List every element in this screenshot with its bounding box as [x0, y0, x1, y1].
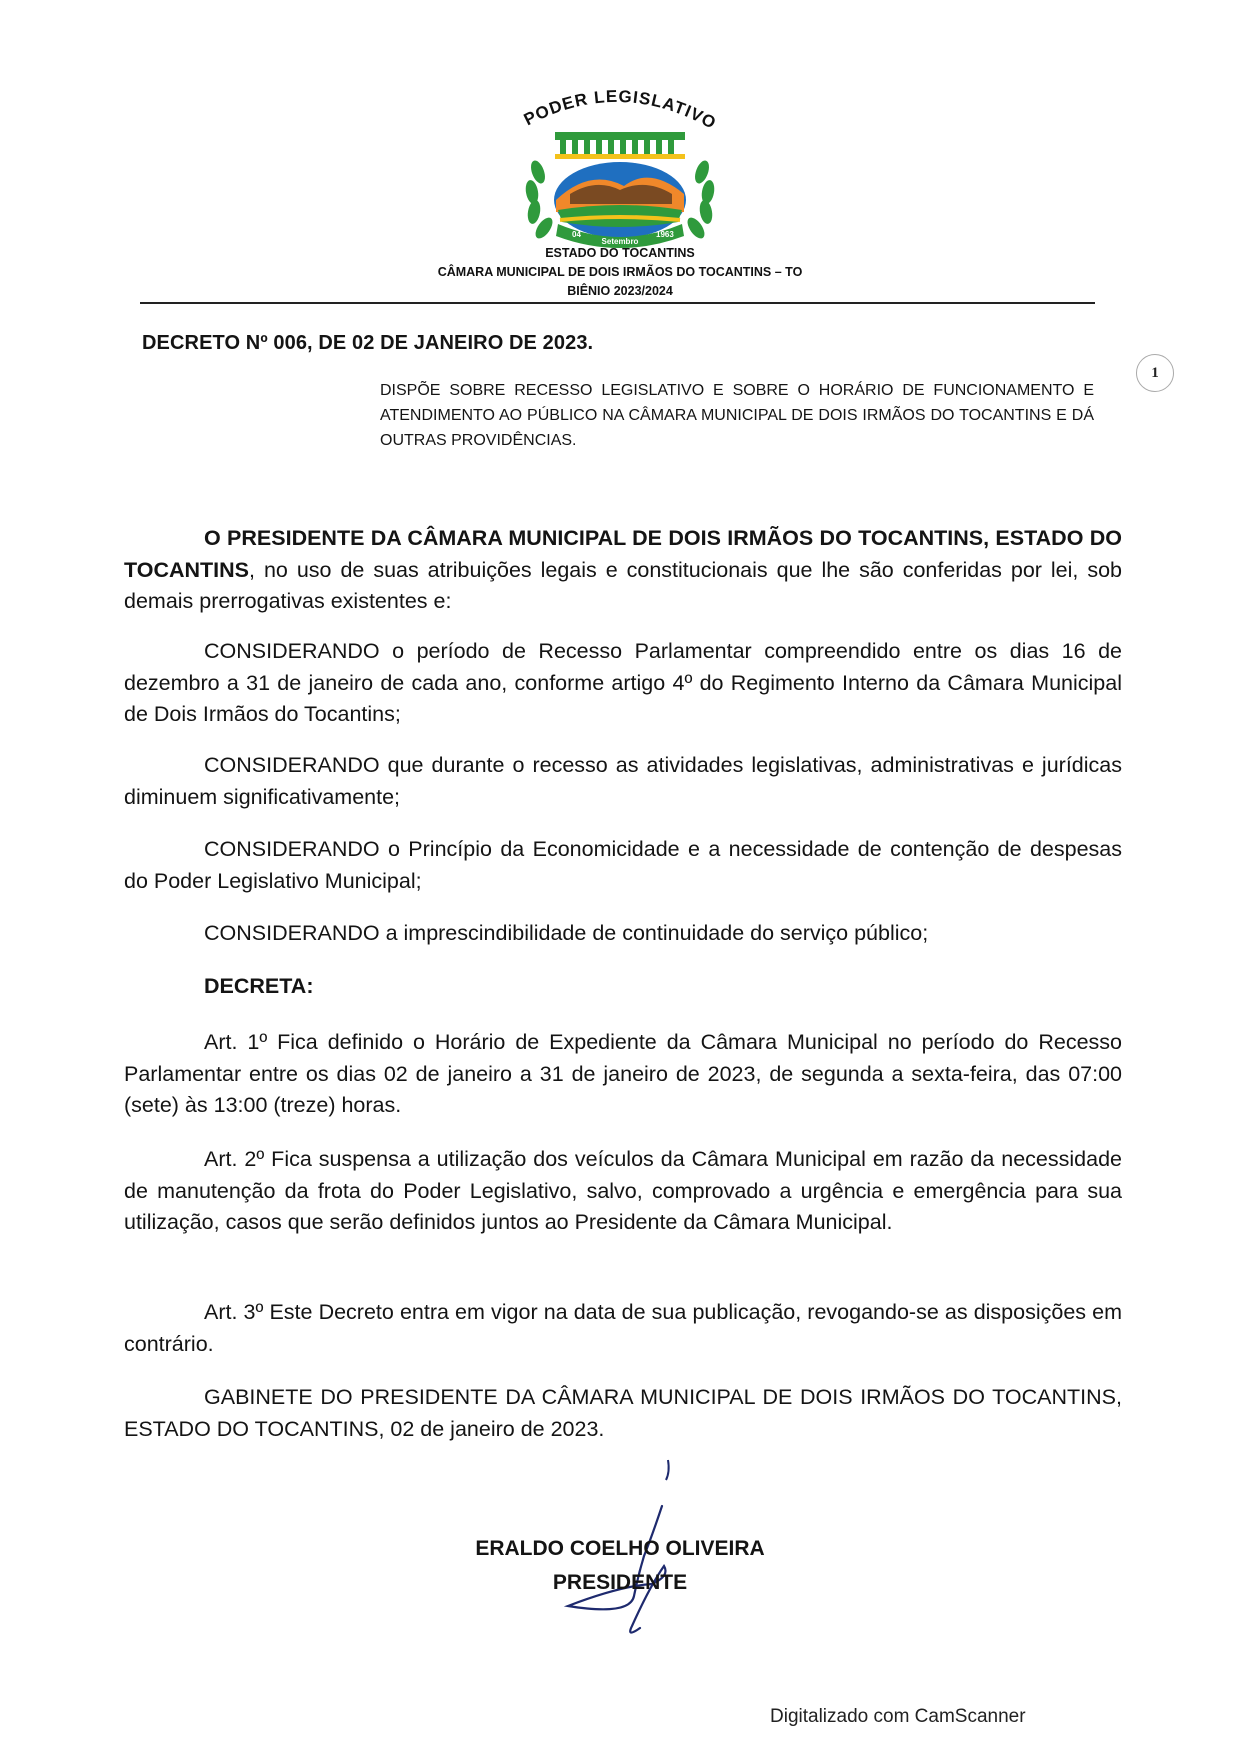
scanner-footer-note: Digitalizado com CamScanner — [770, 1706, 1026, 1727]
legislative-logo — [500, 82, 740, 252]
closing-paragraph — [124, 1382, 1122, 1445]
header-chamber: CÂMARA MUNICIPAL DE DOIS IRMÃOS DO TOCANTINS – TO — [437, 265, 803, 279]
logo-columns — [560, 140, 674, 156]
considerando-paragraph — [124, 636, 1122, 731]
considerando-text: CONSIDERANDO o período de Recesso Parlamentar compreendido entre os dias 16 de dezembro a 31 de janeiro de cada ano, conforme artigo 4º do Regimento Interno da Câmara Municipal de Dois Irmãos do Tocantins; — [124, 639, 1122, 726]
article-paragraph — [124, 1144, 1122, 1239]
svg-text:PODER LEGISLATIVO — [521, 87, 720, 133]
article-paragraph — [124, 1297, 1122, 1360]
preamble-paragraph — [124, 523, 1122, 618]
ribbon-year: 1963 — [656, 230, 674, 239]
preamble-bold: O PRESIDENTE DA CÂMARA MUNICIPAL DE DOIS IRMÃOS DO TOCANTINS, ESTADO DO TOCANTINS — [124, 526, 1122, 582]
preamble-rest: , no uso de suas atribuições legais e constitucionais que lhe são conferidas por lei, sob demais prerrogativas existentes e: — [124, 557, 1122, 613]
signature-block — [420, 1532, 820, 1600]
decree-title: DECRETO Nº 006, DE 02 DE JANEIRO DE 2023. — [142, 332, 594, 354]
laurel-right-icon — [684, 159, 716, 242]
decreta-heading — [124, 971, 1122, 1003]
article-text: Art. 3º Este Decreto entra em vigor na data de sua publicação, revogando-se as disposições em contrário. — [124, 1300, 1122, 1356]
header-divider — [140, 302, 1095, 304]
decreta-text: DECRETA: — [204, 974, 314, 998]
considerando-text: CONSIDERANDO que durante o recesso as atividades legislativas, administrativas e jurídicas diminuem significativamente; — [124, 753, 1122, 809]
closing-text: GABINETE DO PRESIDENTE DA CÂMARA MUNICIPAL DE DOIS IRMÃOS DO TOCANTINS, ESTADO DO TOCANTINS, 02 de janeiro de 2023. — [124, 1385, 1122, 1441]
signer-role: PRESIDENTE — [552, 1571, 688, 1594]
letterhead-text — [300, 244, 940, 301]
article-text: Art. 1º Fica definido o Horário de Expediente da Câmara Municipal no período do Recesso Parlamentar entre os dias 02 de janeiro a 31 de janeiro de 2023, de segunda a sexta-feira, das 07:00 (sete) às 13:00 (treze) horas. — [124, 1030, 1122, 1117]
ribbon-day: 04 — [572, 230, 581, 239]
article-text: Art. 2º Fica suspensa a utilização dos veículos da Câmara Municipal em razão da necessidade de manutenção da frota do Poder Legislativo, salvo, comprovado a urgência e emergência para sua utilização, casos que serão definidos juntos ao Presidente da Câmara Municipal. — [124, 1147, 1122, 1234]
header-state: ESTADO DO TOCANTINS — [545, 246, 695, 260]
logo-roof — [555, 132, 685, 140]
ribbon-month: Setembro — [601, 237, 639, 246]
header-biennium: BIÊNIO 2023/2024 — [567, 284, 673, 298]
considerando-text: CONSIDERANDO a imprescindibilidade de continuidade do serviço público; — [204, 921, 929, 945]
considerando-paragraph — [124, 918, 1122, 950]
page-number-badge: 1 — [1136, 354, 1174, 392]
considerando-text: CONSIDERANDO o Princípio da Economicidade e a necessidade de contenção de despesas do Poder Legislativo Municipal; — [124, 837, 1122, 893]
laurel-left-icon — [524, 159, 556, 242]
signer-name: ERALDO COELHO OLIVEIRA — [475, 1537, 765, 1560]
logo-arc-text: PODER LEGISLATIVO — [520, 86, 720, 133]
landscape-emblem — [554, 162, 686, 238]
considerando-paragraph — [124, 750, 1122, 813]
considerando-paragraph — [124, 834, 1122, 897]
decree-ementa: DISPÕE SOBRE RECESSO LEGISLATIVO E SOBRE O HORÁRIO DE FUNCIONAMENTO E ATENDIMENTO AO PÚBLICO NA CÂMARA MUNICIPAL DE DOIS IRMÃOS DO TOCANTINS E DÁ OUTRAS PROVIDÊNCIAS. — [380, 382, 1094, 449]
article-paragraph — [124, 1027, 1122, 1122]
